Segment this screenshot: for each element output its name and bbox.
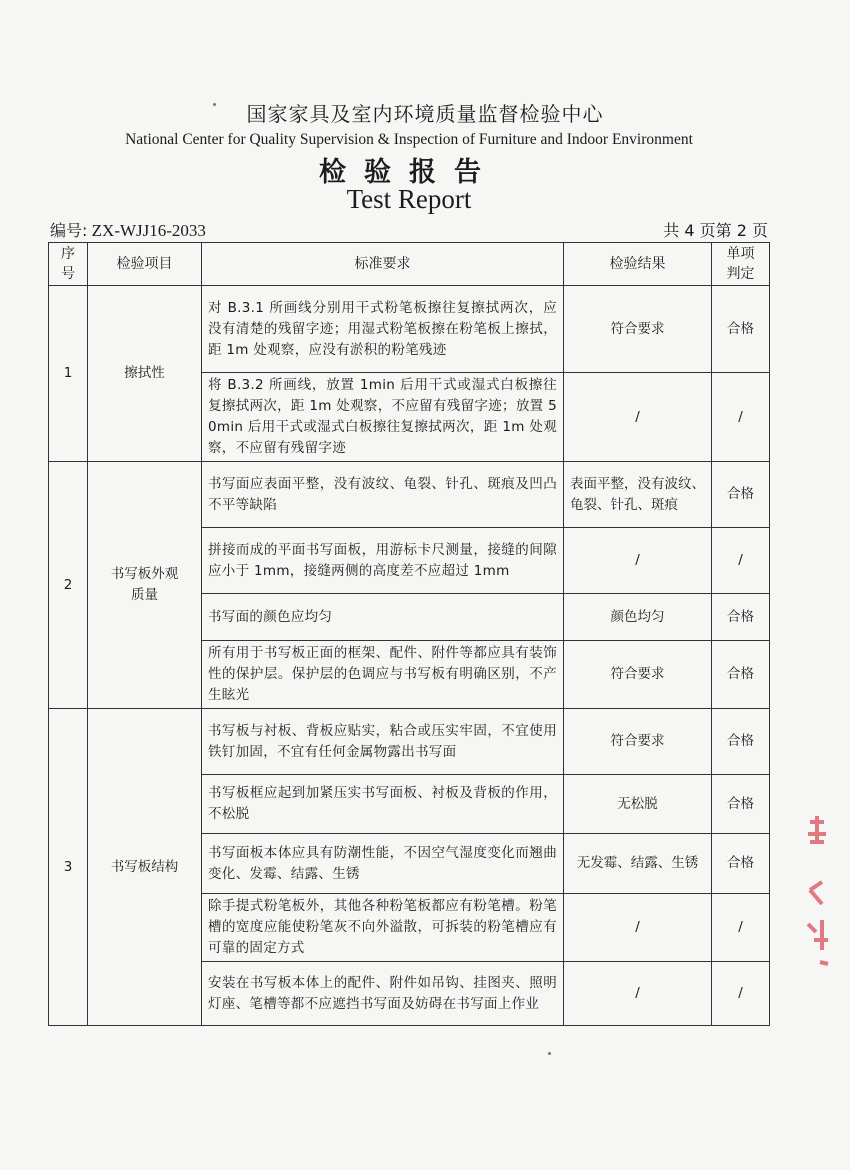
column-header: 检验项目: [88, 243, 202, 286]
judgement-cell: 合格: [712, 286, 770, 373]
result-cell: 无发霉、结露、生锈: [564, 834, 712, 894]
requirement-cell: 安装在书写板本体上的配件、附件如吊钩、挂图夹、照明灯座、笔槽等都不应遮挡书写面及妨碍在书写面上作业: [202, 962, 564, 1026]
requirement-cell: 对 B.3.1 所画线分别用干式粉笔板擦往复擦拭两次，应没有清楚的残留字迹；用湿式粉笔板擦在粉笔板上擦拭，距 1m 处观察，应没有淤积的粉笔残迹: [202, 286, 564, 373]
table-row: [49, 709, 770, 775]
column-header: 单项判定: [712, 243, 770, 286]
requirement-cell: 拼接而成的平面书写面板，用游标卡尺测量，接缝的间隙应小于 1mm，接缝两侧的高度差不应超过 1mm: [202, 528, 564, 594]
report-title-cn: 检验报告: [319, 157, 499, 188]
seal-stamp-icon: [804, 812, 830, 972]
judgement-cell: 合格: [712, 709, 770, 775]
group-number: 2: [49, 462, 88, 709]
judgement-cell: /: [712, 528, 770, 594]
table-row: [49, 286, 770, 373]
page-info: 共 4 页第 2 页: [663, 221, 768, 240]
judgement-cell: 合格: [712, 834, 770, 894]
result-cell: 颜色均匀: [564, 594, 712, 641]
organization-name-cn: 国家家具及室内环境质量监督检验中心: [246, 102, 604, 126]
requirement-cell: 书写板与衬板、背板应贴实，粘合或压实牢固，不宜使用铁钉加固，不宜有任何金属物露出书写面: [202, 709, 564, 775]
judgement-cell: 合格: [712, 594, 770, 641]
result-cell: /: [564, 373, 712, 462]
scan-speck: [213, 103, 216, 106]
organization-name-en: National Center for Quality Supervision & Inspection of Furniture and Indoor Environment: [125, 131, 693, 148]
table-header-row: [49, 243, 770, 286]
report-number-label: 编号:: [50, 221, 88, 240]
judgement-cell: /: [712, 373, 770, 462]
report-number: [50, 218, 206, 241]
result-cell: /: [564, 962, 712, 1026]
table-row: [49, 462, 770, 528]
result-cell: 表面平整，没有波纹、龟裂、针孔、斑痕: [564, 462, 712, 528]
column-header: 检验结果: [564, 243, 712, 286]
report-meta-row: [50, 218, 768, 241]
report-title-en: Test Report: [346, 184, 472, 214]
inspection-table: [48, 242, 770, 1026]
judgement-cell: 合格: [712, 775, 770, 834]
result-cell: /: [564, 894, 712, 962]
judgement-cell: 合格: [712, 641, 770, 709]
requirement-cell: 除手提式粉笔板外，其他各种粉笔板都应有粉笔槽。粉笔槽的宽度应能使粉笔灰不向外溢散，可拆装的粉笔槽应有可靠的固定方式: [202, 894, 564, 962]
column-header: 序号: [49, 243, 88, 286]
requirement-cell: 书写面板本体应具有防潮性能，不因空气湿度变化而翘曲变化、发霉、结露、生锈: [202, 834, 564, 894]
judgement-cell: /: [712, 894, 770, 962]
requirement-cell: 所有用于书写板正面的框架、配件、附件等都应具有装饰性的保护层。保护层的色调应与书写板有明确区别，不产生眩光: [202, 641, 564, 709]
requirement-cell: 将 B.3.2 所画线，放置 1min 后用干式或湿式白板擦往复擦拭两次，距 1m 处观察，不应留有残留字迹；放置 50min 后用干式或湿式白板擦往复擦拭两次，距 1m 处观察，不应留有残留字迹: [202, 373, 564, 462]
official-seal-fragment: [804, 812, 830, 988]
group-item: 擦拭性: [88, 286, 202, 462]
group-number: 3: [49, 709, 88, 1026]
requirement-cell: 书写面的颜色应均匀: [202, 594, 564, 641]
column-header: 标准要求: [202, 243, 564, 286]
result-cell: 符合要求: [564, 641, 712, 709]
result-cell: 符合要求: [564, 286, 712, 373]
result-cell: 无松脱: [564, 775, 712, 834]
report-number-value: ZX-WJJ16-2033: [91, 221, 206, 240]
judgement-cell: 合格: [712, 462, 770, 528]
result-cell: /: [564, 528, 712, 594]
requirement-cell: 书写面应表面平整，没有波纹、龟裂、针孔、斑痕及凹凸不平等缺陷: [202, 462, 564, 528]
scan-speck: [548, 1052, 551, 1055]
group-item: 书写板外观质量: [88, 462, 202, 709]
group-item: 书写板结构: [88, 709, 202, 1026]
judgement-cell: /: [712, 962, 770, 1026]
group-number: 1: [49, 286, 88, 462]
requirement-cell: 书写板框应起到加紧压实书写面板、衬板及背板的作用，不松脱: [202, 775, 564, 834]
result-cell: 符合要求: [564, 709, 712, 775]
